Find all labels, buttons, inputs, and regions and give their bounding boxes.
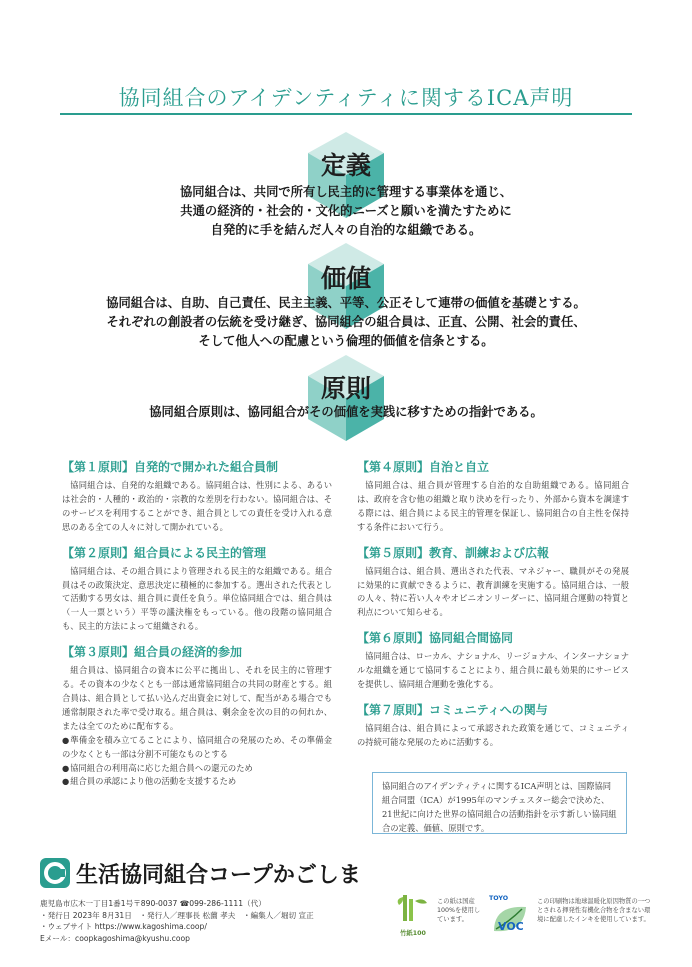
list-item: ● 準備金を積み立てることにより、協同組合の発展のため、その準備金の少なくとも一部は分割不可能なものとする	[62, 734, 332, 762]
definition-text	[0, 183, 692, 240]
footer-email[interactable]: Eメール：coopkagoshima@kyushu.coop	[40, 933, 190, 943]
principle-4-body: 協同組合は、組合員が管理する自治的な自助組織である。協同組合は、政府を含む他の組織と取り決めを行ったり、外部から資本を調達する際には、組合員による民主的管理を保証し、協同組合の自主性を保持する条件において行う。	[357, 480, 629, 532]
paper-note: この紙は国産100%を使用しています。	[437, 898, 481, 923]
principle-7-title: 【第７原則】コミュニティへの関与	[357, 702, 548, 717]
voc-logo-text: VOC	[498, 920, 524, 933]
principle-6-title: 【第６原則】協同組合間協同	[357, 631, 514, 646]
principle-1-body: 協同組合は、自発的な組織である。協同組合は、性別による、あるいは社会的・人種的・政治的・宗教的な差別を行わない。協同組合は、そのサービスを利用することができ、組合員としての責任を受け入れる意思のある全ての人々に対して開かれている。	[62, 480, 332, 532]
ica-info-box: 協同組合のアイデンティティに関するICA声明とは、国際協同組合同盟（ICA）が1995年のマンチェスター総会で決めた、21世紀に向けた世界の協同組合の活動指針を示す新しい協同組合の定義、価値、原則です。	[372, 772, 627, 834]
footer-info	[40, 898, 370, 944]
values-line: そして他人への配慮という倫理的価値を信条とする。	[198, 334, 494, 348]
principles-heading: 原則	[320, 374, 371, 403]
values-line: 協同組合は、自助、自己責任、民主主義、平等、公正そして連帯の価値を基礎とする。	[106, 296, 586, 310]
footer-website[interactable]: ・ウェブサイト https://www.kagoshima.coop/	[40, 922, 207, 931]
principles-intro-text: 協同組合原則は、協同組合がその価値を実践に移すための指針である。	[149, 405, 543, 419]
bamboo-paper-logo-text: 竹紙100	[400, 930, 426, 937]
principle-2-title: 【第２原則】組合員による民主的管理	[62, 545, 267, 560]
principle-3-title: 【第３原則】組合員の経済的参加	[62, 645, 243, 660]
principles-right-column	[357, 458, 629, 750]
definition-line: 共通の経済的・社会的・文化的ニーズと願いを満たすために	[180, 204, 512, 218]
footer-phone: ☎099-286-1111（代）	[179, 899, 266, 908]
principle-2-body: 協同組合は、その組合員により管理される民主的な組織である。組合員はその政策決定、意思決定に積極的に参加する。選出された代表として活動する男女は、組合員に責任を負う。単位協同組合では、組合員は（一人一票という）平等の議決権をもっている。他の段階の協同組合も、民主的方法によって組織される。	[62, 565, 332, 632]
principle-3-bullets	[62, 734, 332, 790]
principle-6-body: 協同組合は、ローカル、ナショナル、リージョナル、インターナショナルな組織を通じて協同することにより、組合員に最も効果的にサービスを提供し、協同組合運動を強化する。	[357, 651, 629, 690]
coop-name: 生活協同組合コープかごしま	[76, 863, 361, 888]
coop-logo-icon	[40, 858, 70, 888]
principle-3-body: 組合員は、協同組合の資本に公平に拠出し、それを民主的に管理する。その資本の少なくとも一部は通常協同組合の共同の財産とする。組合員は、組合員として払い込んだ出資金に対して、配当がある場合でも通常制限された率で受け取る。組合員は、剰余金を次の目的の何れか、または全てのために配布する。	[62, 665, 332, 731]
principle-1-title: 【第１原則】自発的で開かれた組合員制	[62, 460, 279, 474]
principles-left-column	[62, 458, 332, 789]
list-item: ● 協同組合の利用高に応じた組合員への還元のため	[62, 762, 332, 776]
ink-note: この印刷物は地球温暖化原因物質の一つとされる揮発性有機化合物を含まない環境に配慮したインキを使用しています。	[537, 898, 651, 923]
principle-7-body: 協同組合は、組合員によって承認された政策を通じて、コミュニティの持続可能な発展のために活動する。	[357, 722, 629, 747]
principle-4-title: 【第４原則】自治と自立	[357, 460, 490, 474]
footer-address-line	[40, 898, 370, 910]
title-divider	[60, 113, 632, 115]
footer-publish: ・発行日 2023年 8月31日 ・発行人／理事長 松薗 孝夫 ・編集人／堀切 宣正	[40, 910, 314, 920]
definition-line: 自発的に手を結んだ人々の自治的な組織である。	[210, 223, 482, 237]
principle-5-title: 【第５原則】教育、訓練および広報	[357, 545, 550, 560]
definition-line: 協同組合は、共同で所有し民主的に管理する事業体を通じ、	[179, 185, 513, 199]
values-line: それぞれの創設者の伝統を受け継ぎ、協同組合の組合員は、正直、公開、社会的責任、	[106, 315, 586, 329]
definition-heading: 定義	[320, 151, 371, 180]
principle-5-body: 協同組合は、組合員、選出された代表、マネジャー、職員がその発展に効果的に貢献できるように、教育訓練を実施する。協同組合は、一般の人々、特に若い人々やオピニオンリーダーに、協同組合運動の特質と利点について知らせる。	[357, 565, 629, 618]
footer-address: 鹿児島市広木一丁目1番1号〒890-0037	[40, 899, 178, 908]
page-title: 協同組合のアイデンティティに関するICA声明	[118, 86, 574, 110]
bamboo-paper-logo-icon	[395, 893, 429, 933]
values-text	[0, 294, 692, 351]
values-heading: 価値	[320, 264, 371, 293]
list-item: ● 組合員の承認により他の活動を支援するため	[62, 775, 332, 789]
ink-logo-top: TOYO	[489, 895, 509, 902]
